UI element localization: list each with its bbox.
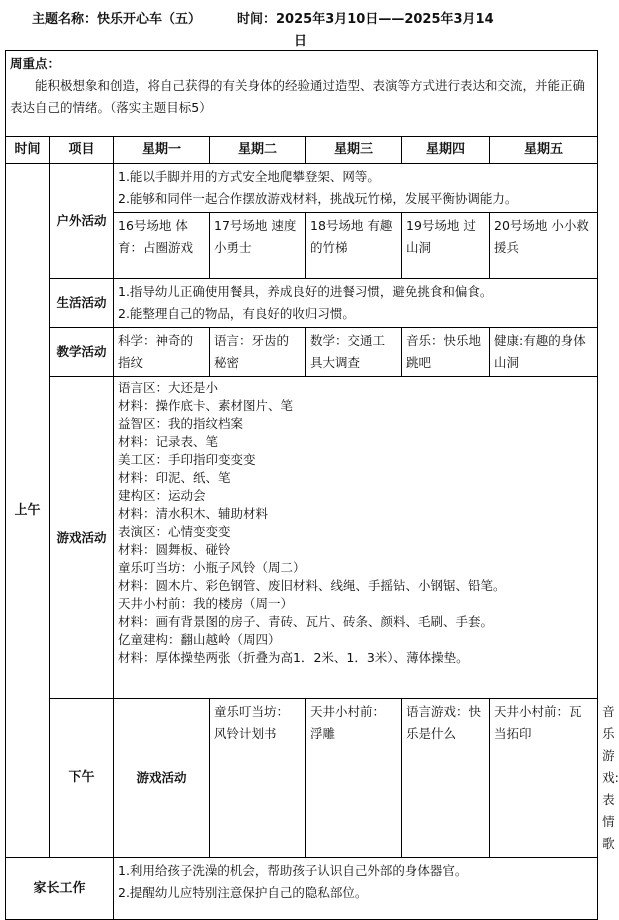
week-focus-text: 能积极想象和创造，将自己获得的有关身体的经验通过造型、表演等方式进行表达和交流，并能正确表达自己的情绪。（落实主题目标5） [10, 78, 586, 115]
outdoor-goal: 2.能够和同伴一起合作摆放游戏材料，挑战玩竹梯，发展平衡协调能力。 [118, 191, 518, 206]
col-header-thu: 星期四 [402, 137, 490, 164]
games-line: 材料：画有背景图的房子、青砖、瓦片、砖条、颜料、毛刷、手套。 [118, 614, 494, 629]
weekly-plan-table: 周重点： 能积极想象和创造，将自己获得的有关身体的经验通过造型、表演等方式进行表达和交流，并能正确表达自己的情绪。（落实主题目标5） 时间 项目 星期一 星期二 星期三 星期四 星期五 上午 户外活动 1.能以手脚并用的方式安全地爬攀登架、网等。 2.能够和同伴一起合作摆放游戏材料，挑战玩竹梯，发展平衡协调能力。 16号场地 体育：占圈游戏 17号场地 速度小勇士 18号场地 有趣的竹梯 19号场地 过山洞 20号场地 小小救援兵 生活活动 1.指导幼儿正确使用餐具，养成良好的进餐习惯，避免挑食和偏食。 2.能整理自己的物品，有良好的收归习惯。 教学活动 科学：神奇的指纹 语言：牙齿的秘密 数学：交通工具大调查 音乐：快乐地跳吧 健康:有趣的身体山洞 游戏活动 语言区：大还是小 材料：操作底卡、素材图片、笔 益智区：我的指纹档案 材料：记录表、笔 美工区：手印指印变变变 材料：印泥、纸、笔 建构区：运动会 材料：清水积木、辅助材料 表演区：心情变变变 材料：圆舞板、碰铃 童乐叮当坊：小瓶子风铃（周二） 材料：圆木片、彩色钢管、废旧材料、线绳、手摇钻、小钢锯、铅笔。 天井小村前：我的楼房（周一） 材料：画有背景图的房子、青砖、瓦片、砖条、颜料、毛刷、手套。 亿童建构：翻山越岭（周四） 材料：厚体操垫两张（折叠为高1．2米、1．3米）、薄体操垫。 下午 游戏活动 童乐叮当坊：风铃计划书 天井小村前：浮雕 语言游戏：快乐是什么 天井小村前：瓦当拓印 音乐游戏:表情歌 家长工作 1.利用给孩子洗澡的机会，帮助孩子认识自己外部的身体器官。 2.提醒幼儿应特别注意保护自己的隐私部位。 [5, 50, 598, 920]
games-line: 语言区：大还是小 [118, 380, 219, 395]
teaching-wed: 数学：交通工具大调查 [306, 328, 402, 377]
time-label: 时间：2025年3月10日——2025年3月14 [237, 12, 494, 27]
teaching-fri: 健康:有趣的身体山洞 [490, 328, 598, 377]
afternoon-label: 下午 [50, 699, 114, 858]
games-line: 材料：印泥、纸、笔 [118, 470, 231, 485]
column-header-row [6, 137, 598, 164]
games-line: 材料：记录表、笔 [118, 434, 219, 449]
afternoon-mon: 童乐叮当坊：风铃计划书 [210, 699, 306, 858]
games-line: 益智区：我的指纹档案 [118, 416, 244, 431]
games-line: 材料：圆木片、彩色钢管、废旧材料、线绳、手摇钻、小钢锯、铅笔。 [118, 578, 506, 593]
teaching-tue: 语言：牙齿的秘密 [210, 328, 306, 377]
time-label-wrap: 日 [294, 34, 308, 49]
teaching-thu: 音乐：快乐地跳吧 [402, 328, 490, 377]
col-header-fri: 星期五 [490, 137, 598, 164]
col-header-time: 时间 [6, 137, 50, 164]
life-goals [114, 279, 598, 328]
games-line: 材料：圆舞板、碰铃 [118, 542, 231, 557]
afternoon-thu: 天井小村前：瓦当拓印 [490, 699, 598, 858]
games-line: 亿童建构：翻山越岭（周四） [118, 632, 281, 647]
teaching-label: 教学活动 [50, 328, 114, 377]
teaching-mon: 科学：神奇的指纹 [114, 328, 210, 377]
afternoon-wed: 语言游戏：快乐是什么 [402, 699, 490, 858]
col-header-item: 项目 [50, 137, 114, 164]
document-header [0, 0, 600, 50]
games-line: 美工区：手印指印变变变 [118, 452, 256, 467]
outdoor-thu: 19号场地 过山洞 [402, 213, 490, 279]
parents-items [114, 858, 598, 920]
outdoor-goals [114, 164, 598, 213]
outdoor-label: 户外活动 [50, 164, 114, 279]
week-focus-title: 周重点： [10, 56, 61, 71]
games-line: 童乐叮当坊：小瓶子风铃（周二） [118, 560, 306, 575]
afternoon-games-label: 游戏活动 [114, 699, 210, 858]
outdoor-fri: 20号场地 小小救援兵 [490, 213, 598, 279]
games-line: 天井小村前：我的楼房（周一） [118, 596, 294, 611]
parents-label: 家长工作 [6, 858, 114, 920]
games-list [114, 377, 598, 699]
outdoor-wed: 18号场地 有趣的竹梯 [306, 213, 402, 279]
parents-item: 2.提醒幼儿应特别注意保护自己的隐私部位。 [118, 885, 368, 900]
games-line: 表演区：心情变变变 [118, 524, 231, 539]
outdoor-mon: 16号场地 体育：占圈游戏 [114, 213, 210, 279]
games-label: 游戏活动 [50, 377, 114, 699]
games-line: 材料：清水积木、辅助材料 [118, 506, 269, 521]
header-line [32, 8, 494, 27]
col-header-wed: 星期三 [306, 137, 402, 164]
life-label: 生活活动 [50, 279, 114, 328]
theme-label: 主题名称：快乐开心车（五） [32, 12, 202, 27]
afternoon-tue: 天井小村前：浮雕 [306, 699, 402, 858]
morning-label: 上午 [6, 164, 50, 858]
col-header-tue: 星期二 [210, 137, 306, 164]
games-line: 材料：厚体操垫两张（折叠为高1．2米、1．3米）、薄体操垫。 [118, 650, 469, 665]
col-header-mon: 星期一 [114, 137, 210, 164]
life-goal: 2.能整理自己的物品，有良好的收归习惯。 [118, 306, 355, 321]
parents-item: 1.利用给孩子洗澡的机会，帮助孩子认识自己外部的身体器官。 [118, 863, 468, 878]
games-line: 建构区：运动会 [118, 488, 206, 503]
outdoor-goal: 1.能以手脚并用的方式安全地爬攀登架、网等。 [118, 169, 380, 184]
life-goal: 1.指导幼儿正确使用餐具，养成良好的进餐习惯，避免挑食和偏食。 [118, 284, 493, 299]
games-line: 材料：操作底卡、素材图片、笔 [118, 398, 294, 413]
week-focus-cell [6, 51, 598, 137]
outdoor-tue: 17号场地 速度小勇士 [210, 213, 306, 279]
